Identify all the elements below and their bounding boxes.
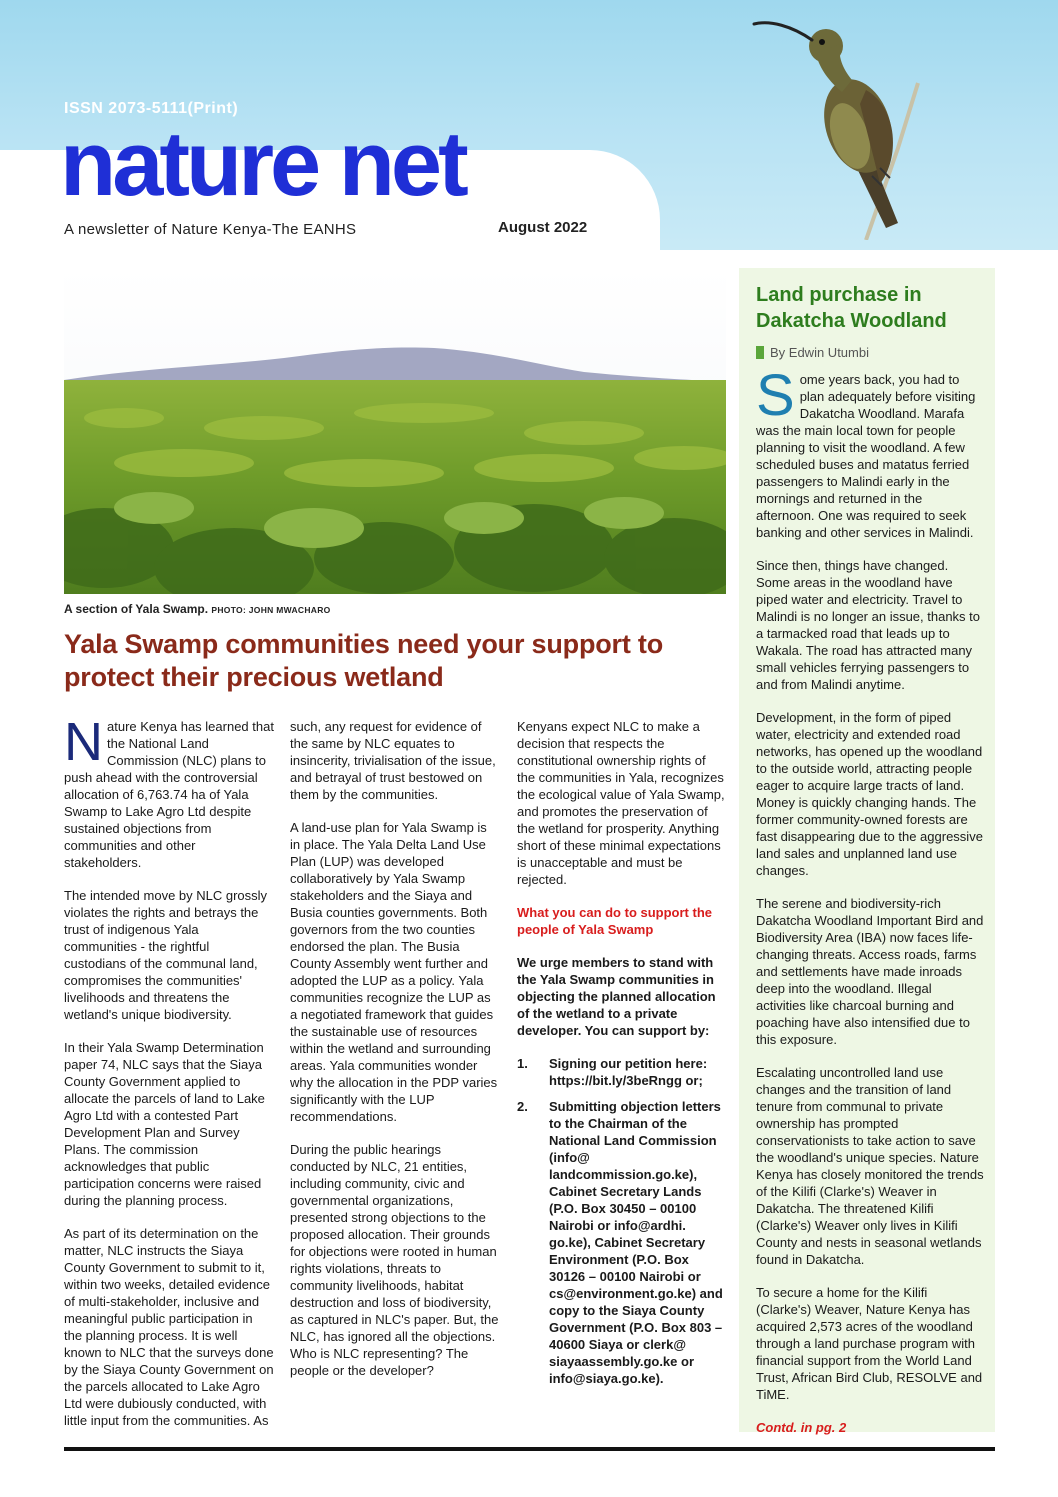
action-subheading: What you can do to support the people of Yala Swamp xyxy=(517,905,712,937)
article-paragraph: A land-use plan for Yala Swamp is in place. The Yala Delta Land Use Plan (LUP) was developed collaboratively by Yala Swamp stakeholders and the Siaya and Busia counties governments. Both governors from the two counties endorsed the plan. The Busia County Assembly went further and adopted the LUP as a policy. Yala communities recognize the LUP as a negotiated framework that guides the sustainable use of resources within the wetland and surrounding areas. Yala communities wonder why the allocation in the PDP varies significantly with the LUP recommendations. xyxy=(290,820,498,1124)
byline-marker-icon xyxy=(756,346,764,359)
yala-swamp-photo xyxy=(64,268,726,594)
sidebar-paragraph: Development, in the form of piped water, electricity and extended road networks, has opened up the woodland to the outside world, attracting people eager to acquire large tracts of land. Money is quickly changing hands. The former community-owned forests are fast disappearing due to the aggressive land sales and unplanned land use changes. xyxy=(756,710,983,878)
continued-link[interactable]: Contd. in pg. 2 xyxy=(756,1420,847,1435)
page-bottom-rule xyxy=(64,1447,995,1451)
list-number: 2. xyxy=(517,1099,528,1114)
newsletter-logo: nature net xyxy=(60,113,465,215)
article-paragraph: such, any request for evidence of the same by NLC equates to insincerity, trivialisation of the issue, and betrayal of trust bestowed on them by the communities. xyxy=(290,719,496,802)
article-paragraph: Kenyans expect NLC to make a decision that respects the constitutional ownership rights of the communities in Yala, recognizes the ecological value of Yala Swamp, and promotes the preservation of the wetland for prosperity. Anything short of these minimal expectations is unacceptable and must be rejected. xyxy=(517,719,725,887)
photo-caption-text: A section of Yala Swamp. xyxy=(64,602,209,616)
article-column-2 xyxy=(290,718,500,1395)
article-paragraph: The intended move by NLC grossly violates the rights and betrays the trust of indigenous Yala communities - the rightful custodians of the communal land, compromises the communities' livelihoods and threatens the wetland's unique biodiversity. xyxy=(64,888,268,1022)
action-intro: We urge members to stand with the Yala Swamp communities in objecting the planned allocation of the wetland to a private developer. You can support by: xyxy=(517,955,716,1038)
sidebar-paragraph: The serene and biodiversity-rich Dakatcha Woodland Important Bird and Biodiversity Area (IBA) now faces life-changing threats. Access roads, farms and settlements have made inroads deep into the woodland. Illegal activities like charcoal burning and poaching have also intensified due to this exposure. xyxy=(756,896,984,1047)
sidebar-paragraph: Since then, things have changed. Some areas in the woodland have piped water and electricity. Travel to Malindi is no longer an issue, thanks to a tarmacked road that leads up to Wakala. The road has attracted many small vehicles ferrying passengers to and from Malindi anytime. xyxy=(756,558,981,692)
article-column-1 xyxy=(64,712,274,1445)
sidebar-paragraph: Some years back, you had to plan adequately before visiting Dakatcha Woodland. Marafa was the main local town for people planning to visit the woodland. A few scheduled buses and matatus ferried passengers to Malindi early in the mornings and returned in the afternoon. One was required to seek banking and other services in Malindi. xyxy=(756,363,976,540)
issue-date: August 2022 xyxy=(498,219,588,236)
article-column-3 xyxy=(517,718,727,1396)
article-paragraph: In their Yala Swamp Determination paper 74, NLC says that the Siaya County Government applied to allocate the parcels of land to Lake Agro Ltd with a contested Part Development Plan and Survey Plans. The commission acknowledges that public participation concerns were raised during the planning process. xyxy=(64,1040,265,1208)
drop-cap: S xyxy=(756,363,795,428)
action-list-item xyxy=(517,1098,727,1387)
photo-caption xyxy=(64,602,331,616)
sidebar-byline xyxy=(756,344,984,361)
drop-cap: N xyxy=(64,712,103,772)
action-list-item xyxy=(517,1055,727,1089)
article-paragraph: As part of its determination on the matter, NLC instructs the Siaya County Government to submit to it, within two weeks, detailed evidence of multi-stakeholder, inclusive and meaningful public participation in the planning process. It is well known to NLC that the surveys done by the Siaya County Government on the parcels allocated to Lake Agro Ltd were dubiously conducted, with little input from the communities. As xyxy=(64,1226,274,1428)
sidebar-paragraph: To secure a home for the Kilifi (Clarke's) Weaver, Nature Kenya has acquired 2,573 acres of the woodland through a land purchase program with financial support from the World Land Trust, African Bird Club, RESOLVE and TiME. xyxy=(756,1285,983,1402)
sidebar-title: Land purchase in Dakatcha Woodland xyxy=(756,284,947,332)
issn-label: ISSN 2073-5111(Print) xyxy=(64,100,239,117)
list-number: 1. xyxy=(517,1056,528,1071)
byline-text: By Edwin Utumbi xyxy=(770,345,869,360)
list-text: Submitting objection letters to the Chairman of the National Land Commission (info@ landcommission.go.ke), Cabinet Secretary Lands (P.O. Box 30450 – 00100 Nairobi or info@ardhi. go.ke), Cabinet Secretary Environment (P.O. Box 30126 – 00100 Nairobi or cs@environment.go.ke) and copy to the Siaya County Government (P.O. Box 803 – 40600 Siaya or clerk@ siayaassembly.go.ke or info@siaya.go.ke). xyxy=(549,1099,723,1386)
sidebar-article xyxy=(739,268,995,1435)
article-paragraph: During the public hearings conducted by NLC, 21 entities, including community, civic and governmental organizations, presented strong objections to the proposed allocation. Their grounds for objections were rooted in human rights violations, threats to community livelihoods, habitat destruction and loss of biodiversity, as captured in NLC's paper. But, the NLC, has ignored all the objections. Who is NLC representing? The people or the developer? xyxy=(290,1142,499,1378)
lead-headline: Yala Swamp communities need your support to protect their precious wetland xyxy=(64,629,664,693)
article-paragraph: Nature Kenya has learned that the National Land Commission (NLC) plans to push ahead with the controversial allocation of 6,763.74 ha of Yala Swamp to Lake Agro Ltd despite sustained objections from communities and other stakeholders. xyxy=(64,712,274,870)
sidebar-paragraph: Escalating uncontrolled land use changes and the transition of land tenure from communal to private ownership has prompted conservationists to take action to save the woodland's unique species. Nature Kenya has closely monitored the trends of the Kilifi (Clarke's) Weaver in Dakatcha. The threatened Kilifi (Clarke's) Weaver only lives in Kilifi County and nests in seasonal wetlands found in Dakatcha. xyxy=(756,1065,984,1267)
action-list xyxy=(517,1055,727,1387)
sidebar-content xyxy=(756,282,984,1452)
photo-credit: PHOTO: JOHN MWACHARO xyxy=(211,605,331,615)
list-text: Signing our petition here: https://bit.ly/3beRngg or; xyxy=(549,1056,708,1088)
sunbird-photo xyxy=(748,8,928,240)
newsletter-tagline: A newsletter of Nature Kenya-The EANHS xyxy=(64,221,357,238)
